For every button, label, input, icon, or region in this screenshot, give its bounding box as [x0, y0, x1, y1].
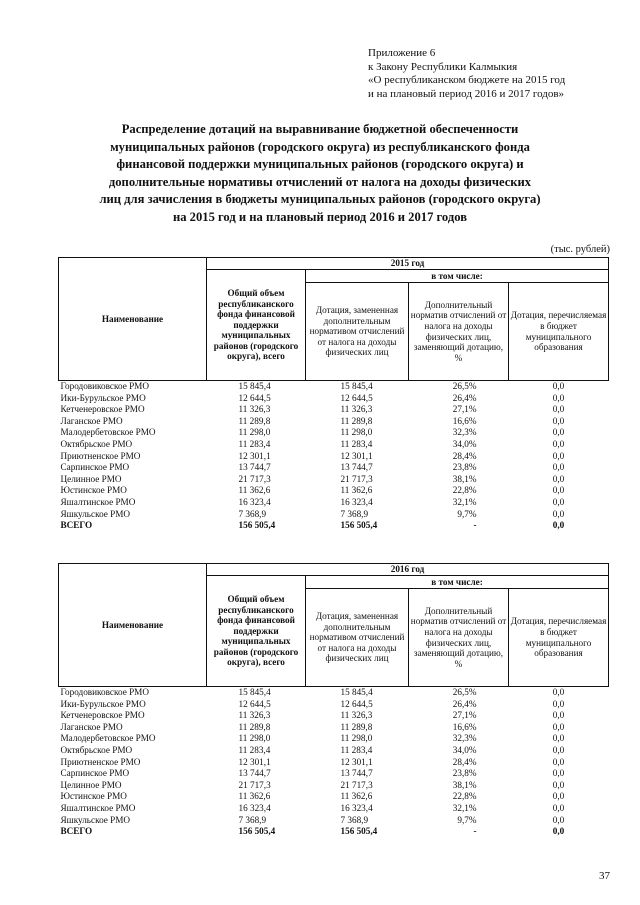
- cell-replaced: 12 301,1: [340, 756, 373, 767]
- table-row: [59, 757, 609, 769]
- cell-name: Яшкульское РМО: [60, 508, 131, 519]
- cell-name: Кетченеровское РМО: [60, 710, 145, 721]
- appendix-line: «О республиканском бюджете на 2015 год: [368, 74, 566, 86]
- cell-pct: 38,1%: [452, 473, 477, 484]
- cell-total: 11 362,6: [238, 791, 271, 802]
- cell-pct: 23,8%: [452, 768, 477, 779]
- table-2015: [58, 257, 609, 532]
- title-line: Распределение дотаций на выравнивание бюджетной обеспеченности: [121, 122, 519, 136]
- title-line: муниципальных районов (городского округа) из республиканского фонда: [110, 139, 530, 154]
- table-row: [59, 722, 609, 734]
- header-replaced: Дотация, замененная дополнительным нормативом отчислений от налога на доходы физических лиц: [306, 589, 409, 687]
- cell-pct: 23,8%: [452, 462, 477, 473]
- cell-name: Лаганское РМО: [60, 415, 123, 426]
- total-replaced: 156 505,4: [340, 826, 378, 837]
- cell-pct: 9,7%: [457, 508, 477, 519]
- total-pct: -: [473, 520, 477, 531]
- title-line: лиц для зачисления в бюджеты муниципальных районов (городского округа): [99, 192, 541, 207]
- cell-transferred: 0,0: [552, 779, 565, 790]
- cell-replaced: 15 845,4: [340, 687, 373, 697]
- cell-replaced: 11 283,4: [340, 744, 373, 755]
- table-row: [59, 497, 609, 509]
- cell-name: Городовиковское РМО: [60, 687, 149, 697]
- cell-pct: 27,1%: [452, 404, 477, 415]
- total-name: ВСЕГО: [60, 826, 93, 837]
- cell-total: 11 283,4: [238, 744, 271, 755]
- cell-total: 12 301,1: [238, 450, 271, 461]
- table-row: [59, 509, 609, 521]
- cell-replaced: 21 717,3: [340, 779, 373, 790]
- cell-name: Кетченеровское РМО: [60, 404, 145, 415]
- cell-transferred: 0,0: [552, 721, 565, 732]
- cell-replaced: 11 362,6: [340, 791, 373, 802]
- cell-replaced: 11 326,3: [340, 404, 373, 415]
- total-pct: -: [473, 826, 477, 837]
- cell-replaced: 7 368,9: [340, 814, 369, 825]
- table-row: [59, 439, 609, 451]
- cell-total: 12 644,5: [238, 392, 271, 403]
- header-year: 2015 год: [207, 258, 609, 270]
- table-row: [59, 803, 609, 815]
- cell-name: Малодербетовское РМО: [60, 427, 156, 438]
- cell-total: 7 368,9: [238, 508, 267, 519]
- cell-transferred: 0,0: [552, 415, 565, 426]
- cell-total: 11 326,3: [238, 710, 271, 721]
- total-name: ВСЕГО: [60, 520, 93, 531]
- cell-pct: 32,3%: [452, 733, 477, 744]
- appendix-line: Приложение 6: [368, 47, 436, 59]
- cell-transferred: 0,0: [552, 381, 565, 391]
- cell-replaced: 11 289,8: [340, 721, 373, 732]
- cell-total: 11 283,4: [238, 438, 271, 449]
- page-number: 37: [599, 870, 610, 882]
- cell-total: 12 301,1: [238, 756, 271, 767]
- cell-replaced: 11 326,3: [340, 710, 373, 721]
- cell-pct: 16,6%: [452, 721, 477, 732]
- cell-pct: 22,8%: [452, 791, 477, 802]
- table-row: [59, 462, 609, 474]
- cell-transferred: 0,0: [552, 791, 565, 802]
- total-total: 156 505,4: [238, 520, 276, 531]
- cell-total: 11 298,0: [238, 427, 271, 438]
- table-row: [59, 381, 609, 393]
- cell-name: Сарпинское РМО: [60, 462, 130, 473]
- cell-transferred: 0,0: [552, 802, 565, 813]
- appendix-block: [368, 47, 565, 101]
- cell-name: Яшалтинское РМО: [60, 802, 136, 813]
- cell-replaced: 11 362,6: [340, 485, 373, 496]
- table-row: [59, 474, 609, 486]
- cell-transferred: 0,0: [552, 462, 565, 473]
- table-row: [59, 780, 609, 792]
- cell-name: Ики-Бурульское РМО: [60, 392, 146, 403]
- cell-replaced: 11 298,0: [340, 733, 373, 744]
- cell-pct: 32,1%: [452, 496, 477, 507]
- header-including: в том числе:: [306, 576, 609, 589]
- cell-replaced: 11 289,8: [340, 415, 373, 426]
- cell-total: 11 289,8: [238, 415, 271, 426]
- cell-transferred: 0,0: [552, 508, 565, 519]
- cell-replaced: 16 323,4: [340, 496, 373, 507]
- header-extra-norm: Дополнительный норматив отчислений от налога на доходы физических лиц, заменяющий дотацию, %: [409, 589, 509, 687]
- cell-name: Приютненское РМО: [60, 450, 141, 461]
- cell-replaced: 12 644,5: [340, 698, 373, 709]
- cell-name: Октябрьское РМО: [60, 438, 133, 449]
- cell-name: Целинное РМО: [60, 779, 122, 790]
- cell-pct: 26,5%: [452, 381, 477, 391]
- table-row: [59, 745, 609, 757]
- cell-total: 21 717,3: [238, 473, 271, 484]
- cell-transferred: 0,0: [552, 814, 565, 825]
- cell-name: Яшалтинское РМО: [60, 496, 136, 507]
- table-row: [59, 699, 609, 711]
- header-transferred: Дотация, перечисляемая в бюджет муниципального образования: [509, 283, 609, 381]
- header-replaced: Дотация, замененная дополнительным нормативом отчислений от налога на доходы физических лиц: [306, 283, 409, 381]
- cell-pct: 9,7%: [457, 814, 477, 825]
- cell-replaced: 12 644,5: [340, 392, 373, 403]
- appendix-line: к Закону Республики Калмыкия: [368, 60, 518, 73]
- cell-name: Целинное РМО: [60, 473, 122, 484]
- cell-replaced: 13 744,7: [340, 768, 373, 779]
- table-row: [59, 416, 609, 428]
- cell-total: 11 289,8: [238, 721, 271, 732]
- cell-total: 16 323,4: [238, 496, 271, 507]
- cell-total: 11 362,6: [238, 485, 271, 496]
- table-row: [59, 485, 609, 497]
- appendix-line: и на плановый период 2016 и 2017 годов»: [368, 87, 565, 100]
- cell-replaced: 12 301,1: [340, 450, 373, 461]
- total-transferred: 0,0: [552, 826, 565, 837]
- cell-pct: 32,1%: [452, 802, 477, 813]
- cell-total: 13 744,7: [238, 462, 271, 473]
- cell-total: 11 298,0: [238, 733, 271, 744]
- cell-total: 13 744,7: [238, 768, 271, 779]
- cell-pct: 27,1%: [452, 710, 477, 721]
- cell-total: 11 326,3: [238, 404, 271, 415]
- table-row: [59, 710, 609, 722]
- table-row: [59, 404, 609, 416]
- header-name: Наименование: [59, 258, 207, 381]
- cell-name: Приютненское РМО: [60, 756, 141, 767]
- total-transferred: 0,0: [552, 520, 565, 531]
- cell-pct: 38,1%: [452, 779, 477, 790]
- cell-transferred: 0,0: [552, 485, 565, 496]
- cell-name: Яшкульское РМО: [60, 814, 131, 825]
- table-row: [59, 393, 609, 405]
- header-year: 2016 год: [207, 564, 609, 576]
- total-total: 156 505,4: [238, 826, 276, 837]
- cell-transferred: 0,0: [552, 733, 565, 744]
- cell-name: Лаганское РМО: [60, 721, 123, 732]
- cell-replaced: 11 298,0: [340, 427, 373, 438]
- title-line: финансовой поддержки муниципальных районов (городского округа) и: [116, 157, 524, 172]
- cell-transferred: 0,0: [552, 698, 565, 709]
- total-row: [59, 826, 609, 838]
- cell-replaced: 11 283,4: [340, 438, 373, 449]
- cell-name: Ики-Бурульское РМО: [60, 698, 146, 709]
- table-row: [59, 687, 609, 699]
- header-name: Наименование: [59, 564, 207, 687]
- table-row: [59, 815, 609, 827]
- total-replaced: 156 505,4: [340, 520, 378, 531]
- cell-pct: 26,5%: [452, 687, 477, 697]
- title-line: на 2015 год и на плановый период 2016 и 2017 годов: [172, 209, 468, 224]
- cell-transferred: 0,0: [552, 496, 565, 507]
- cell-total: 12 644,5: [238, 698, 271, 709]
- cell-transferred: 0,0: [552, 687, 565, 697]
- header-total: Общий объем республиканского фонда финансовой поддержки муниципальных районов (городского округа), всего: [207, 270, 306, 381]
- table-row: [59, 733, 609, 745]
- cell-pct: 28,4%: [452, 450, 477, 461]
- cell-pct: 28,4%: [452, 756, 477, 767]
- cell-transferred: 0,0: [552, 768, 565, 779]
- cell-total: 7 368,9: [238, 814, 267, 825]
- cell-replaced: 13 744,7: [340, 462, 373, 473]
- table-row: [59, 451, 609, 463]
- cell-transferred: 0,0: [552, 744, 565, 755]
- cell-transferred: 0,0: [552, 438, 565, 449]
- cell-replaced: 7 368,9: [340, 508, 369, 519]
- cell-transferred: 0,0: [552, 710, 565, 721]
- header-extra-norm: Дополнительный норматив отчислений от налога на доходы физических лиц, заменяющий дотацию, %: [409, 283, 509, 381]
- cell-transferred: 0,0: [552, 427, 565, 438]
- cell-replaced: 15 845,4: [340, 381, 373, 391]
- cell-pct: 16,6%: [452, 415, 477, 426]
- cell-name: Октябрьское РМО: [60, 744, 133, 755]
- unit-label: (тыс. рублей): [550, 244, 610, 255]
- cell-total: 15 845,4: [238, 381, 271, 391]
- table-row: [59, 427, 609, 439]
- cell-replaced: 21 717,3: [340, 473, 373, 484]
- table-2016: [58, 563, 609, 838]
- cell-name: Юстинское РМО: [60, 485, 127, 496]
- cell-pct: 26,4%: [452, 392, 477, 403]
- cell-transferred: 0,0: [552, 392, 565, 403]
- cell-total: 15 845,4: [238, 687, 271, 697]
- cell-total: 16 323,4: [238, 802, 271, 813]
- cell-name: Малодербетовское РМО: [60, 733, 156, 744]
- cell-pct: 22,8%: [452, 485, 477, 496]
- header-transferred: Дотация, перечисляемая в бюджет муниципального образования: [509, 589, 609, 687]
- cell-name: Городовиковское РМО: [60, 381, 149, 391]
- cell-pct: 34,0%: [452, 438, 477, 449]
- cell-transferred: 0,0: [552, 473, 565, 484]
- cell-name: Юстинское РМО: [60, 791, 127, 802]
- cell-total: 21 717,3: [238, 779, 271, 790]
- cell-pct: 34,0%: [452, 744, 477, 755]
- cell-transferred: 0,0: [552, 450, 565, 461]
- cell-pct: 32,3%: [452, 427, 477, 438]
- cell-transferred: 0,0: [552, 404, 565, 415]
- total-row: [59, 520, 609, 532]
- title-line: дополнительные нормативы отчислений от налога на доходы физических: [108, 174, 532, 189]
- header-total: Общий объем республиканского фонда финансовой поддержки муниципальных районов (городского округа), всего: [207, 576, 306, 687]
- cell-pct: 26,4%: [452, 698, 477, 709]
- header-including: в том числе:: [306, 270, 609, 283]
- cell-name: Сарпинское РМО: [60, 768, 130, 779]
- cell-replaced: 16 323,4: [340, 802, 373, 813]
- cell-transferred: 0,0: [552, 756, 565, 767]
- table-row: [59, 791, 609, 803]
- document-title: [40, 121, 600, 227]
- table-row: [59, 768, 609, 780]
